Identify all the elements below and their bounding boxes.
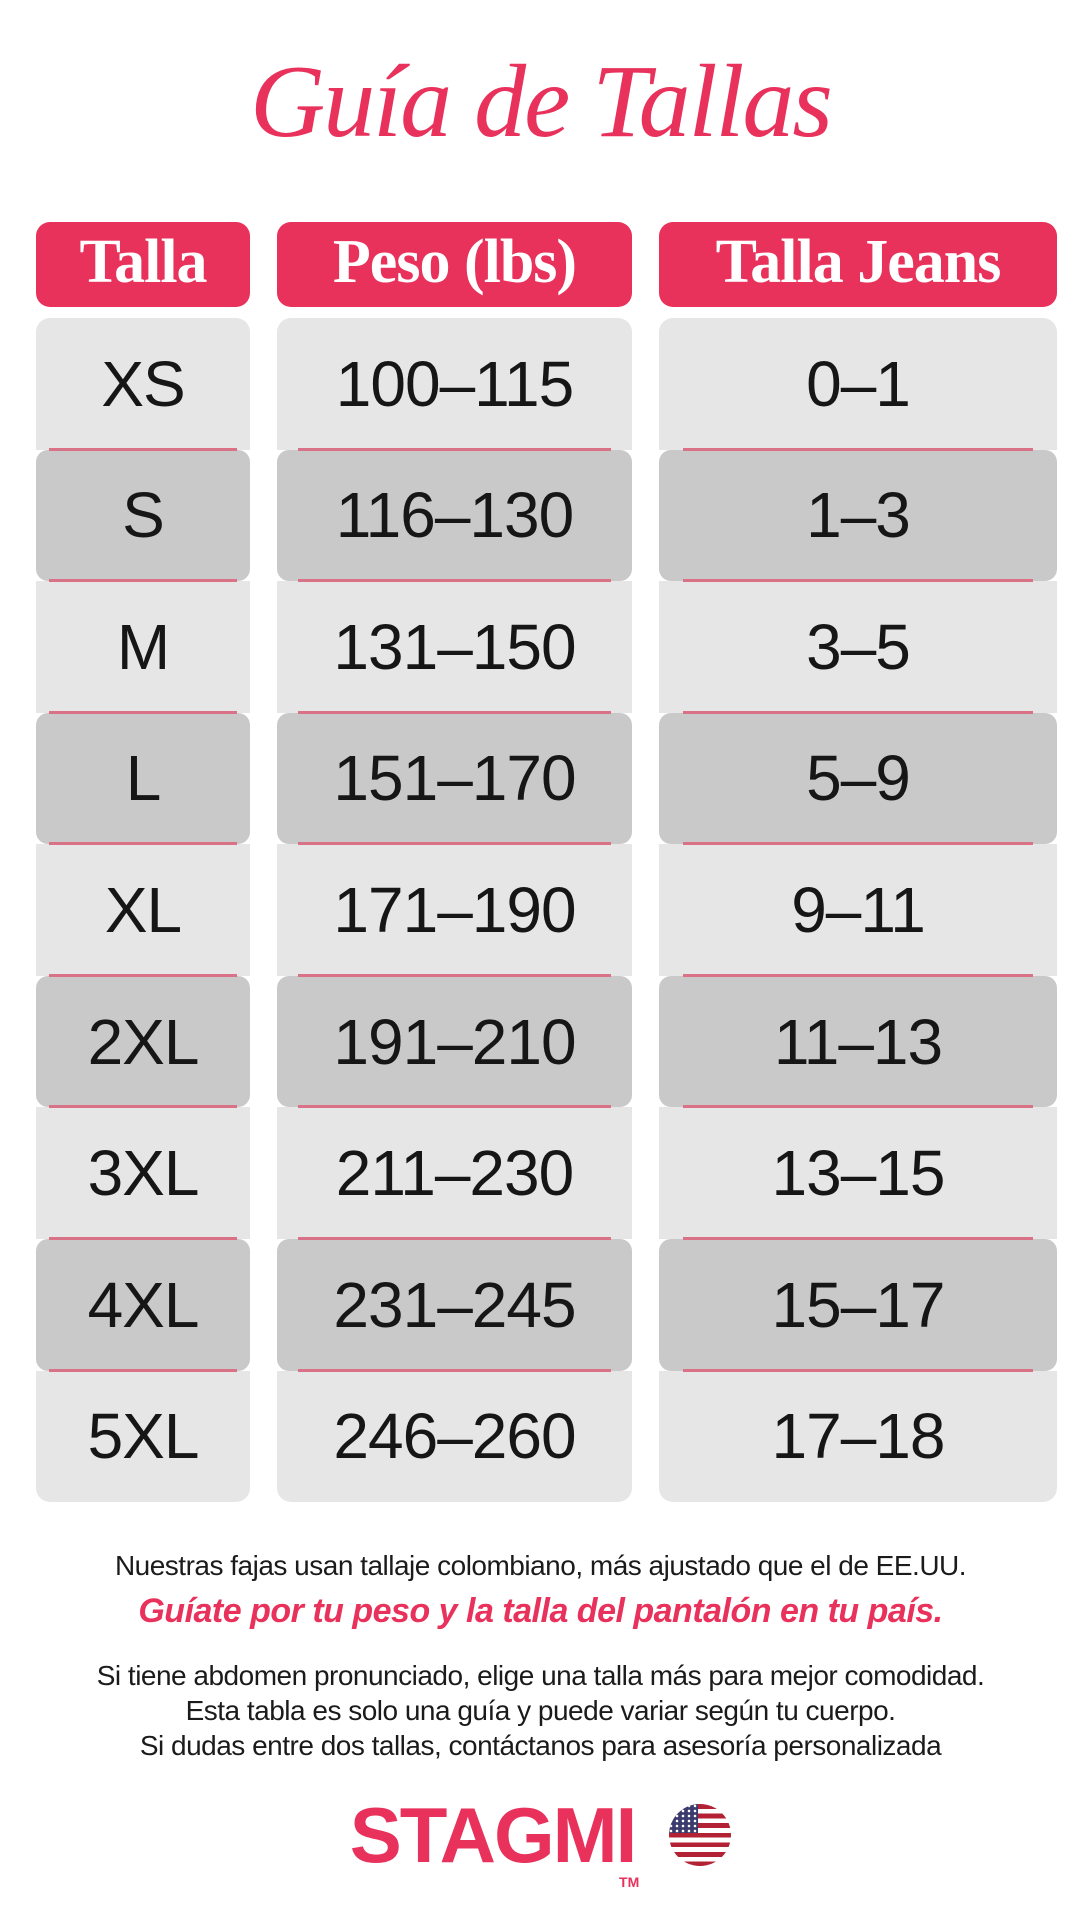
- note-colombian-sizing: Nuestras fajas usan tallaje colombiano, más ajustado que el de EE.UU.: [114, 1550, 967, 1581]
- cell-l-peso: 151–170: [277, 713, 632, 845]
- cell-2xl-talla: 2XL: [36, 976, 250, 1108]
- brand-name-wrap: [349, 1791, 640, 1890]
- cell-s-talla: S: [36, 450, 250, 582]
- column-header-talla-jeans: Talla Jeans: [659, 222, 1057, 307]
- brand-name: STAGMI: [349, 1791, 636, 1879]
- sizing-note-block: [0, 1548, 1081, 1632]
- cell-s-jeans: 1–3: [659, 450, 1057, 582]
- cell-s-peso: 116–130: [277, 450, 632, 582]
- us-flag-icon: [669, 1804, 731, 1866]
- column-peso: [277, 318, 632, 1502]
- cell-xs-jeans: 0–1: [659, 318, 1057, 450]
- advice-note-block: [0, 1658, 1081, 1763]
- cell-5xl-peso: 246–260: [277, 1371, 632, 1503]
- cell-xl-jeans: 9–11: [659, 844, 1057, 976]
- cell-4xl-peso: 231–245: [277, 1239, 632, 1371]
- cell-xl-peso: 171–190: [277, 844, 632, 976]
- note-guide-only: Esta tabla es solo una guía y puede variar según tu cuerpo.: [185, 1695, 896, 1726]
- cell-m-jeans: 3–5: [659, 581, 1057, 713]
- cell-5xl-talla: 5XL: [36, 1371, 250, 1503]
- column-header-talla: Talla: [36, 222, 250, 307]
- cell-2xl-jeans: 11–13: [659, 976, 1057, 1108]
- cell-xs-peso: 100–115: [277, 318, 632, 450]
- cell-3xl-jeans: 13–15: [659, 1107, 1057, 1239]
- cell-4xl-jeans: 15–17: [659, 1239, 1057, 1371]
- cell-2xl-peso: 191–210: [277, 976, 632, 1108]
- cell-m-peso: 131–150: [277, 581, 632, 713]
- cell-l-jeans: 5–9: [659, 713, 1057, 845]
- column-jeans: [659, 318, 1057, 1502]
- cell-xs-talla: XS: [36, 318, 250, 450]
- cell-m-talla: M: [36, 581, 250, 713]
- brand-logo: [0, 1791, 1081, 1890]
- cell-5xl-jeans: 17–18: [659, 1371, 1057, 1503]
- note-abdomen: Si tiene abdomen pronunciado, elige una talla más para mejor comodidad.: [96, 1660, 985, 1691]
- cell-3xl-peso: 211–230: [277, 1107, 632, 1239]
- trademark-symbol: TM: [619, 1874, 640, 1890]
- column-header-peso: Peso (lbs): [277, 222, 632, 307]
- page-title: Guía de Tallas: [250, 44, 831, 159]
- cell-xl-talla: XL: [36, 844, 250, 976]
- cell-l-talla: L: [36, 713, 250, 845]
- note-contact: Si dudas entre dos tallas, contáctanos para asesoría personalizada: [139, 1730, 942, 1761]
- cell-3xl-talla: 3XL: [36, 1107, 250, 1239]
- cell-4xl-talla: 4XL: [36, 1239, 250, 1371]
- size-table: [36, 222, 1057, 1502]
- column-talla: [36, 318, 250, 1502]
- us-flag-canton: [669, 1804, 698, 1833]
- note-highlight: Guíate por tu peso y la talla del pantalón en tu país.: [138, 1591, 943, 1630]
